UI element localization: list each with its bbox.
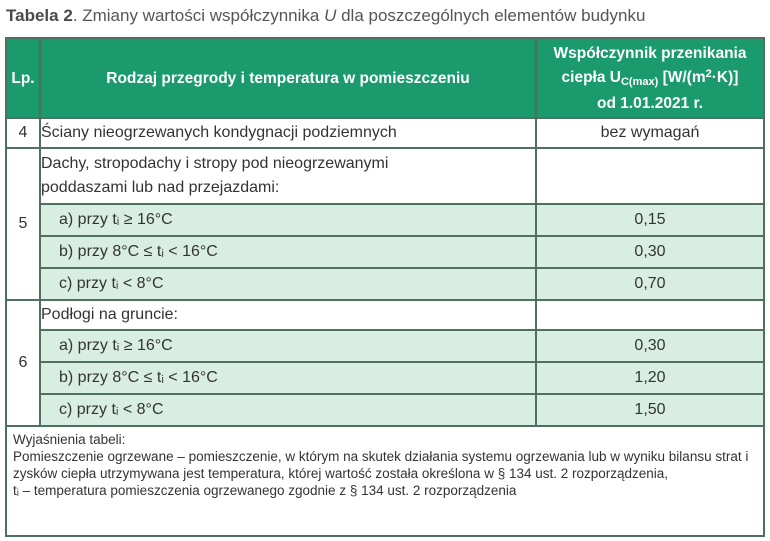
header-coef-line2b: [W/(m xyxy=(658,68,706,86)
header-row xyxy=(6,38,764,118)
row-value xyxy=(536,148,764,204)
header-lp: Lp. xyxy=(6,38,40,118)
row-value: 1,50 xyxy=(536,394,764,426)
header-coef-line2a: ciepła U xyxy=(561,68,621,86)
header-coefficient xyxy=(536,38,764,118)
header-coef-sub: C(max) xyxy=(620,75,659,88)
row-value: bez wymagań xyxy=(536,118,764,148)
row-value: 0,15 xyxy=(536,204,764,236)
table-row xyxy=(6,204,764,236)
row-lp: 4 xyxy=(6,118,40,148)
header-coef-sup: 2 xyxy=(705,67,712,80)
table-row xyxy=(6,268,764,300)
caption-text-after: dla poszczególnych elementów budynku xyxy=(336,6,646,25)
notes-definition-heated-room: Pomieszczenie ogrzewane – pomieszczenie, w którym na skutek działania systemu ogrzewania lub w wyniku bilansu strat i zysków ciepła utrzymywana jest temperatura, której wartość została określona w § 134 ust. 2 rozporządzenia, xyxy=(13,449,749,481)
table-caption xyxy=(6,4,645,28)
row-value: 0,70 xyxy=(536,268,764,300)
row-description: c) przy tᵢ < 8°C xyxy=(40,394,536,426)
table-notes xyxy=(6,426,764,536)
table-row xyxy=(6,362,764,394)
row-lp: 6 xyxy=(6,300,40,426)
table-row xyxy=(6,330,764,362)
table-row xyxy=(6,118,764,148)
notes-row xyxy=(6,426,764,536)
row-value: 1,20 xyxy=(536,362,764,394)
row-description: a) przy tᵢ ≥ 16°C xyxy=(40,204,536,236)
row-description: b) przy 8°C ≤ tᵢ < 16°C xyxy=(40,362,536,394)
row-value xyxy=(536,300,764,330)
row-description: c) przy tᵢ < 8°C xyxy=(40,268,536,300)
caption-italic-u: U xyxy=(324,6,337,25)
row-description: Podłogi na gruncie: xyxy=(40,300,536,330)
table-row xyxy=(6,148,764,204)
table-row xyxy=(6,394,764,426)
caption-label: Tabela 2 xyxy=(6,6,73,25)
row-description-line1: Dachy, stropodachy i stropy pod nieogrzewanymi xyxy=(41,155,389,172)
row-description: Ściany nieogrzewanych kondygnacji podziemnych xyxy=(40,118,536,148)
row-value: 0,30 xyxy=(536,330,764,362)
caption-text-before: . Zmiany wartości współczynnika xyxy=(72,6,325,25)
row-description xyxy=(40,148,536,204)
row-lp: 5 xyxy=(6,148,40,300)
u-coefficient-table xyxy=(5,37,765,537)
header-coef-line3: od 1.01.2021 r. xyxy=(597,94,703,112)
header-description: Rodzaj przegrody i temperatura w pomieszczeniu xyxy=(40,38,536,118)
row-description: a) przy tᵢ ≥ 16°C xyxy=(40,330,536,362)
notes-title: Wyjaśnienia tabeli: xyxy=(13,432,126,447)
table-row xyxy=(6,300,764,330)
header-coef-line2c: ·K)] xyxy=(711,68,739,86)
notes-definition-ti: tᵢ – temperatura pomieszczenia ogrzewanego zgodnie z § 134 ust. 2 rozporządzenia xyxy=(13,483,517,498)
row-value: 0,30 xyxy=(536,236,764,268)
row-description: b) przy 8°C ≤ tᵢ < 16°C xyxy=(40,236,536,268)
table-row xyxy=(6,236,764,268)
header-coef-line1: Współczynnik przenikania xyxy=(553,44,747,62)
row-description-line2: poddaszami lub nad przejazdami: xyxy=(41,179,280,196)
